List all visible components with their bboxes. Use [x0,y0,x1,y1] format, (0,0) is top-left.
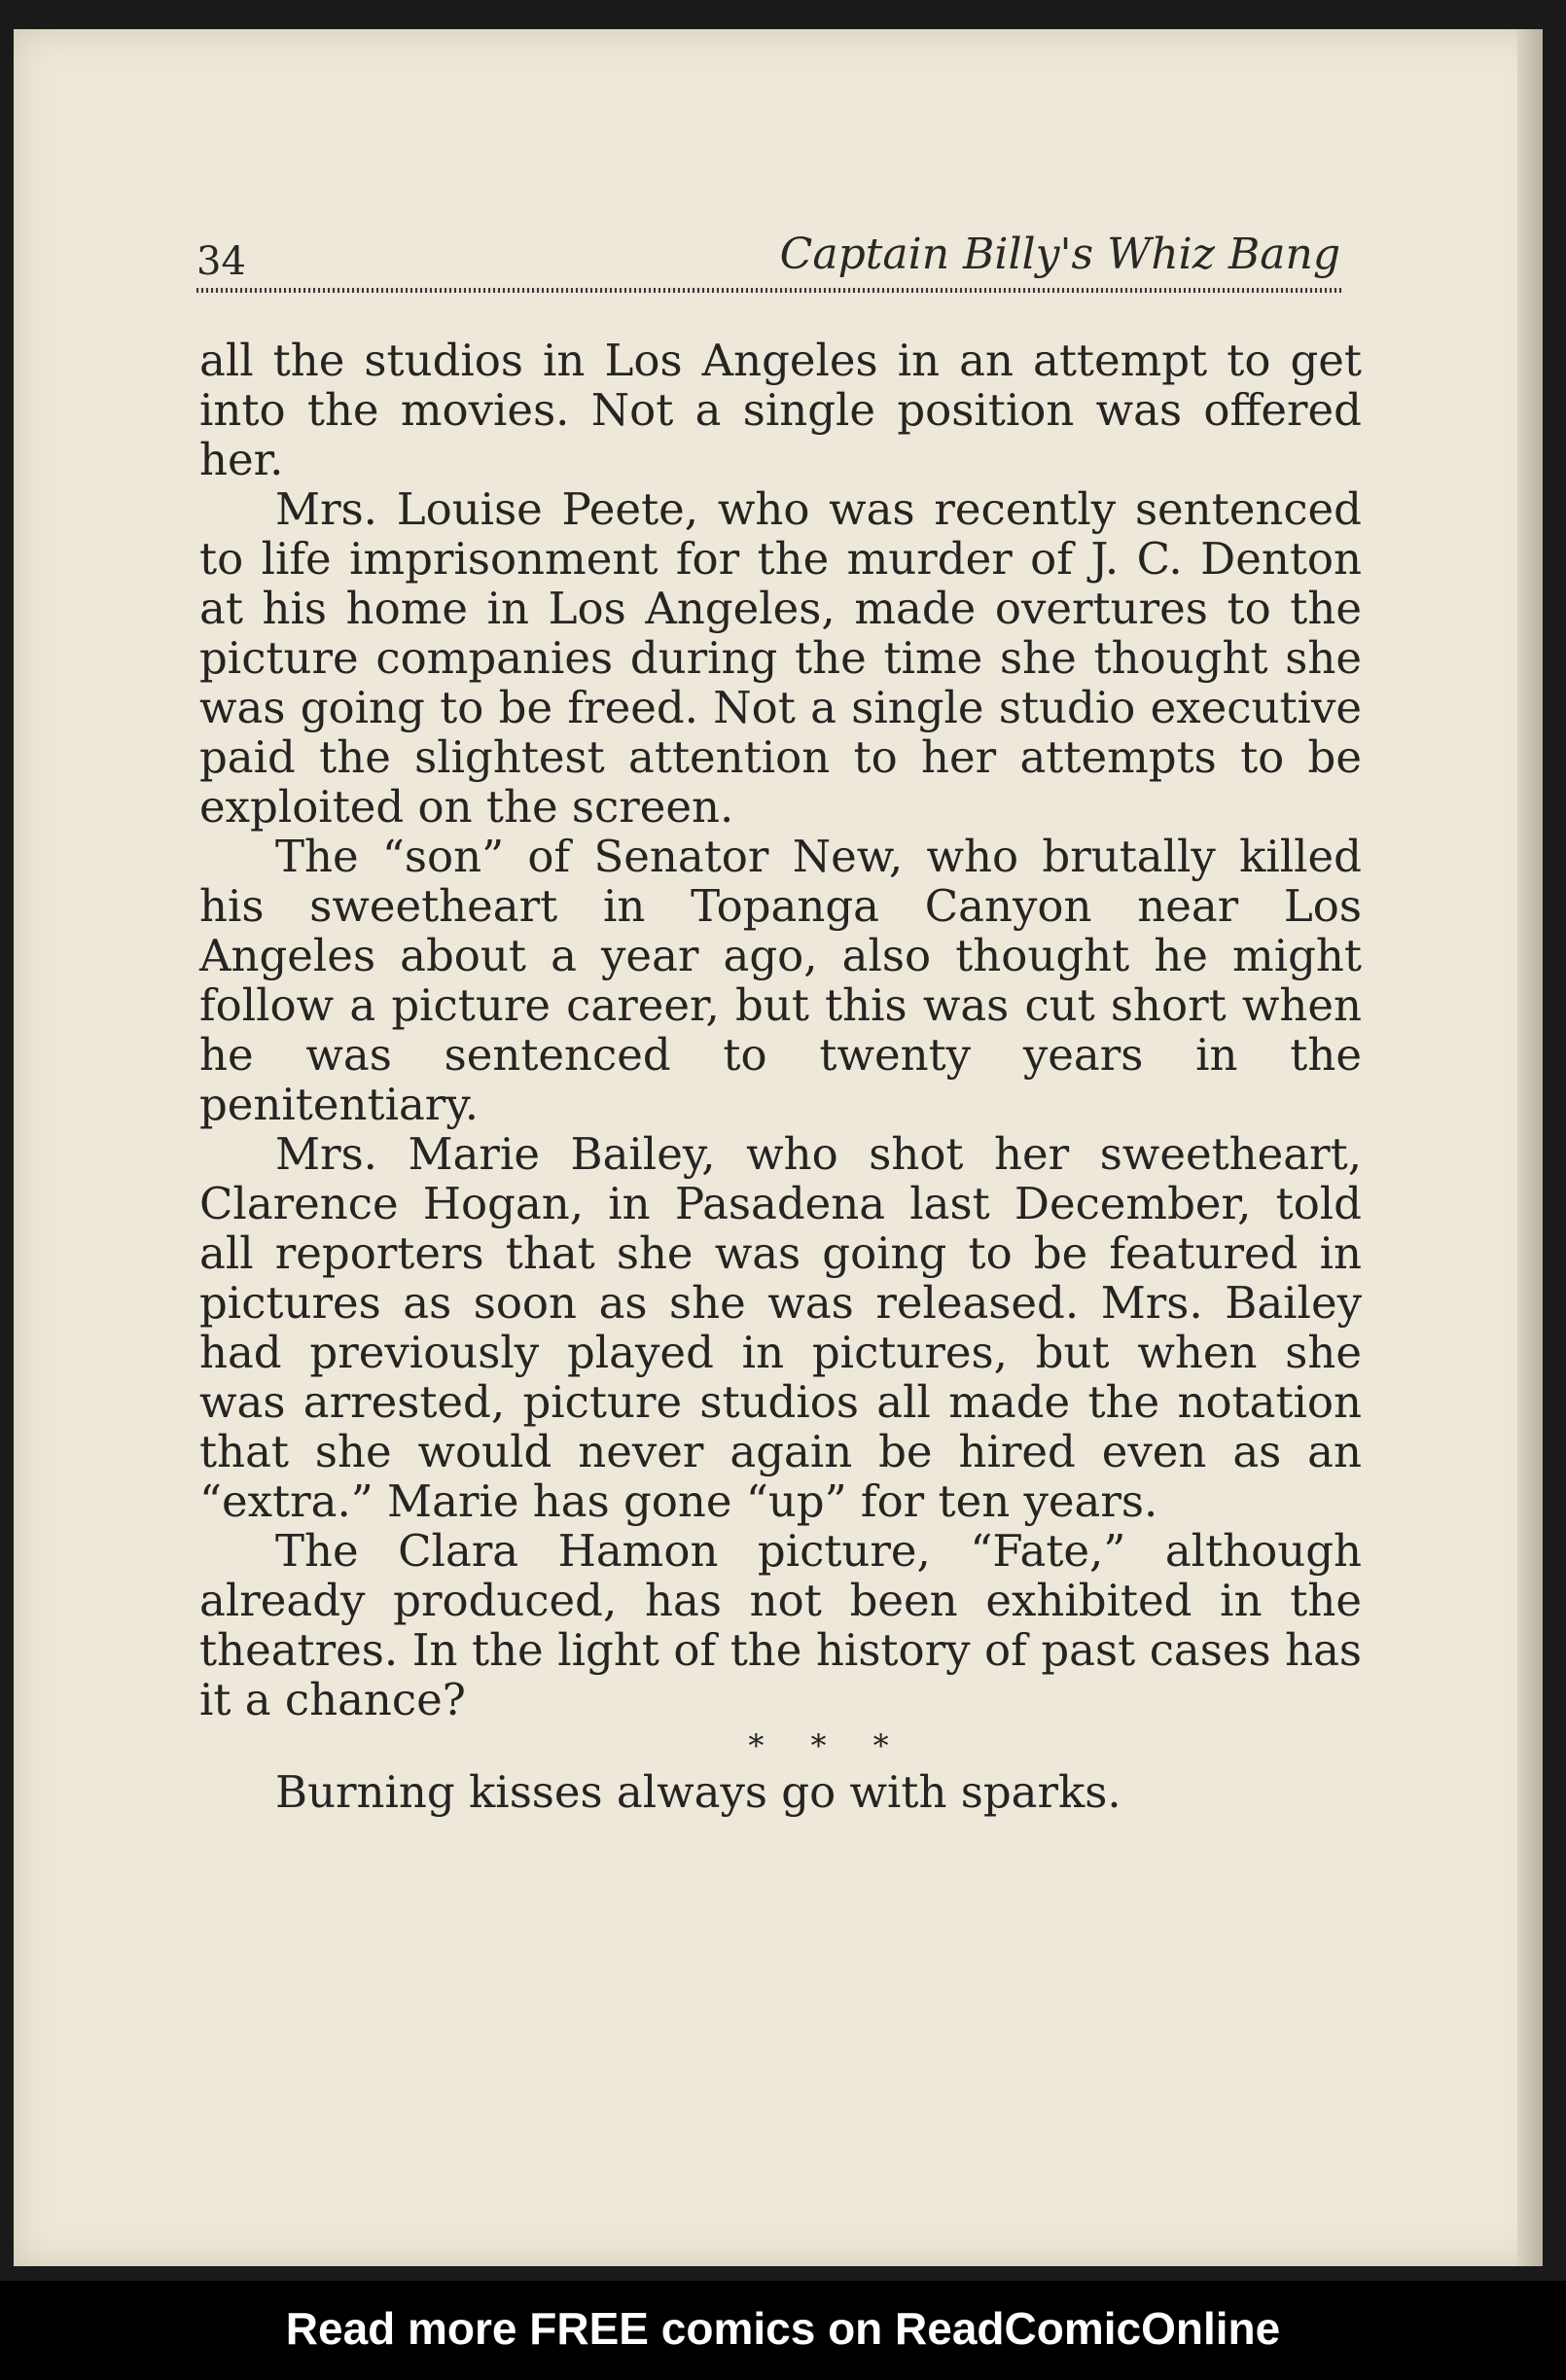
header-rule [196,288,1342,293]
paragraph-marie-bailey: Mrs. Marie Bailey, who shot her sweetheart, Clarence Hogan, in Pasadena last December, told all reporters that she was going to be featured in pictures as soon as she was released. Mrs. Bailey had previously played in pictures, but when she was arrested, picture studios all made the notation that she would never again be hired even as an “extra.” Marie has gone “up” for ten years. [199,1128,1362,1527]
article-body [199,336,1362,1817]
paragraph-senator-new: The “son” of Senator New, who brutally killed his sweetheart in Topanga Canyon near Los Angeles about a year ago, also thought he might follow a picture career, but this was cut short when he was sentenced to twenty years in the penitentiary. [199,831,1362,1130]
paragraph-clara-hamon: The Clara Hamon picture, “Fate,” although already produced, has not been exhibited in the theatres. In the light of the history of past cases has it a chance? [199,1525,1362,1725]
footer-banner[interactable] [0,2281,1566,2380]
footer-banner-text[interactable]: Read more FREE comics on ReadComicOnline [285,2303,1281,2354]
running-title: Captain Billy's Whiz Bang [779,230,1340,279]
page-header [185,216,1352,294]
paragraph-continued: all the studios in Los Angeles in an attempt to get into the movies. Not a single position was offered her. [199,335,1362,485]
page-number: 34 [196,239,246,284]
section-separator: * * * [748,1727,889,1764]
page-edge [1517,29,1543,2266]
closing-joke: Burning kisses always go with sparks. [275,1766,1121,1818]
paragraph-louise-peete: Mrs. Louise Peete, who was recently sentenced to life imprisonment for the murder of J. C. Denton at his home in Los Angeles, made overtures to the picture companies during the time she thought she was going to be freed. Not a single studio executive paid the slightest attention to her attempts to be exploited on the screen. [199,483,1362,833]
